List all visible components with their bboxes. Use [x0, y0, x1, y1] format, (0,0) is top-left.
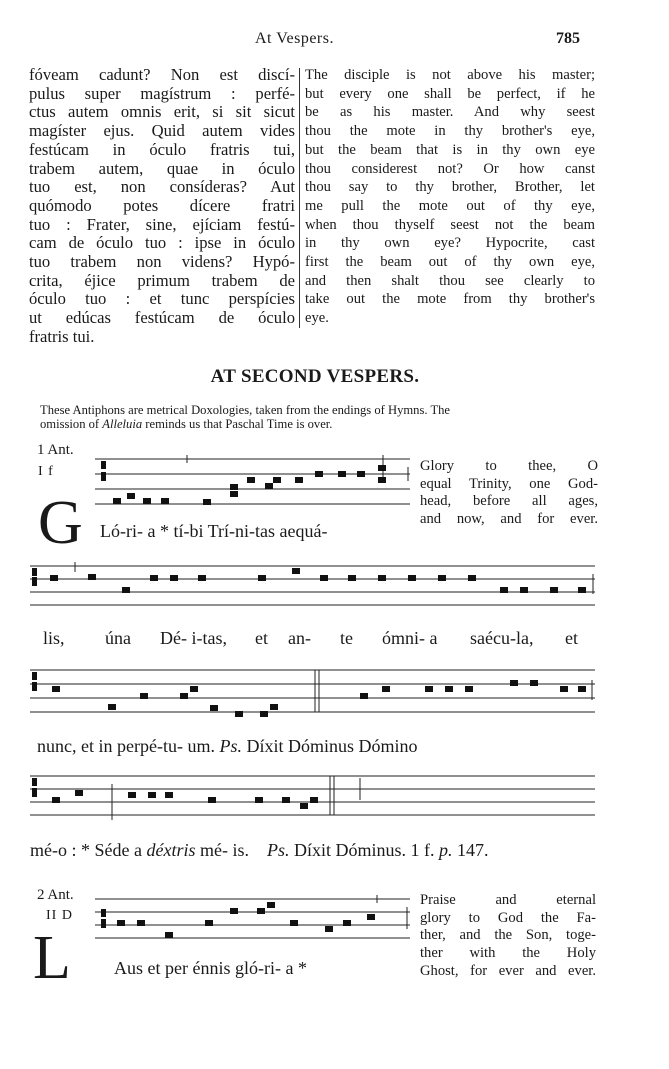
rubric — [40, 404, 600, 431]
rubric-text: omission of — [40, 416, 103, 431]
english-line: take out the mote from thy brother's — [305, 291, 595, 308]
translation-line: Ghost, for ever and ever. — [420, 962, 596, 979]
chant-staff-4 — [30, 770, 595, 826]
english-line: first the beam out of thy own eye, — [305, 254, 595, 271]
section-heading: AT SECOND VESPERS. — [210, 366, 420, 387]
psalm-abbrev: Ps. — [266, 840, 290, 860]
rubric-line — [40, 418, 600, 432]
english-line: when thou thyself seest not the beam — [305, 216, 595, 233]
english-line: The disciple is not above his master; — [305, 67, 595, 83]
latin-line: tuo : Frater, sine, ejíciam festú- — [29, 214, 295, 234]
english-line: me pull the mote out of thy eye, — [305, 197, 595, 214]
lyric-word: úna — [105, 628, 131, 648]
lyric-text: mé- is. — [195, 840, 249, 860]
drop-initial: G — [38, 489, 83, 557]
lyric-word: lis, — [43, 628, 65, 648]
lyric-text: nunc, et in perpé-tu- um. — [37, 736, 220, 756]
psalm-abbrev: Ps. — [219, 736, 242, 756]
lyric-word: te — [340, 628, 353, 648]
lyric-word: Dé- i-tas, — [160, 628, 227, 648]
latin-line: óculo tuo : et tunc perspícies — [29, 289, 295, 309]
translation-line: head, before all ages, — [420, 493, 598, 510]
latin-line: tuo est, non consíderas? Aut — [29, 177, 295, 197]
latin-line: crita, éjice primum trabem de — [29, 270, 295, 290]
latin-line: fratris tui. — [29, 326, 95, 346]
english-line: thou say to thy brother, Brother, let — [305, 179, 595, 196]
antiphon-number: 2 Ant. — [37, 887, 74, 903]
rubric-italic: Alleluia — [102, 416, 143, 431]
english-line: but every one shall be perfect, if he — [305, 85, 595, 102]
lyric-word: an- — [288, 628, 311, 648]
english-line: in thy own eye? Hypocrite, cast — [305, 235, 595, 252]
translation-line: Glory to thee, O — [420, 458, 598, 474]
translation-line: ther with the Holy — [420, 945, 596, 962]
chant-staff-2 — [30, 562, 595, 612]
latin-line: cam de óculo tuo : ipse in óculo — [29, 233, 295, 253]
lyric-line: Aus et per énnis gló-ri- a * — [114, 958, 307, 978]
lyric-line: Ló-ri- a * tí-bi Trí-ni-tas aequá- — [100, 521, 328, 541]
english-line: be as his master. And why seest — [305, 104, 595, 121]
lyric-text: Díxit Dóminus. 1 f. — [289, 840, 439, 860]
latin-line: trabem autem, quae in óculo — [29, 158, 295, 178]
english-line: thou considerest not? Or how canst — [305, 160, 595, 177]
antiphon-mode: II D — [46, 908, 73, 923]
page-abbrev: p. — [438, 840, 453, 860]
antiphon-translation — [420, 892, 596, 981]
lyric-italic: déxtris — [146, 840, 196, 860]
rubric-line: These Antiphons are metrical Doxologies, taken from the endings of Hymns. The — [40, 403, 451, 417]
running-title: At Vespers. — [255, 30, 334, 47]
drop-initial: L — [33, 924, 71, 992]
antiphon-translation — [420, 458, 598, 529]
english-line: and then shalt thou see clearly to — [305, 272, 595, 289]
lyric-word: saécu-la, — [470, 628, 534, 648]
latin-line: magíster ejus. Quid autem vides — [29, 121, 295, 141]
lyric-line — [37, 736, 417, 757]
latin-line: tuo trabem non videns? Hypó- — [29, 252, 295, 272]
lyric-word: et — [565, 628, 578, 648]
latin-line: fóveam cadunt? Non est discí- — [29, 65, 295, 84]
chant-staff-5 — [95, 895, 415, 947]
translation-line: and now, and for ever. — [420, 511, 598, 528]
latin-line: pulus super magístrum : perfé- — [29, 83, 295, 103]
english-line: thou the mote in thy brother's eye, — [305, 123, 595, 140]
lyric-word: et — [255, 628, 268, 648]
lyric-word: ómni- a — [382, 628, 438, 648]
antiphon-number: 1 Ant. — [37, 442, 74, 458]
english-gospel-column — [305, 66, 595, 328]
latin-line: festúcam in óculo fratris tui, — [29, 139, 295, 159]
latin-line: ctus autem omnis erit, si sit sicut — [29, 102, 295, 122]
translation-line: ther, and the Son, toge- — [420, 927, 596, 944]
latin-gospel-column — [29, 66, 295, 347]
lyric-text: Díxit Dóminus Dómino — [241, 736, 418, 756]
latin-line: ut edúcas festúcam de óculo — [29, 308, 295, 328]
latin-line: quómodo potes dícere fratri — [29, 195, 295, 215]
english-line: but the beam that is in thy own eye — [305, 141, 595, 158]
rubric-text: reminds us that Paschal Time is over. — [142, 416, 333, 431]
chant-staff-1 — [95, 455, 415, 517]
column-divider — [299, 68, 300, 328]
chant-staff-3 — [30, 666, 595, 722]
page-number: 785 — [556, 30, 580, 47]
lyric-text: mé-o : * Séde a — [30, 840, 147, 860]
translation-line: equal Trinity, one God- — [420, 475, 598, 492]
english-line: eye. — [305, 310, 329, 327]
lyric-text: 147. — [452, 840, 489, 860]
lyric-line — [30, 840, 488, 861]
translation-line: Praise and eternal — [420, 892, 596, 908]
antiphon-mode: I f — [38, 464, 54, 479]
translation-line: glory to God the Fa- — [420, 909, 596, 926]
